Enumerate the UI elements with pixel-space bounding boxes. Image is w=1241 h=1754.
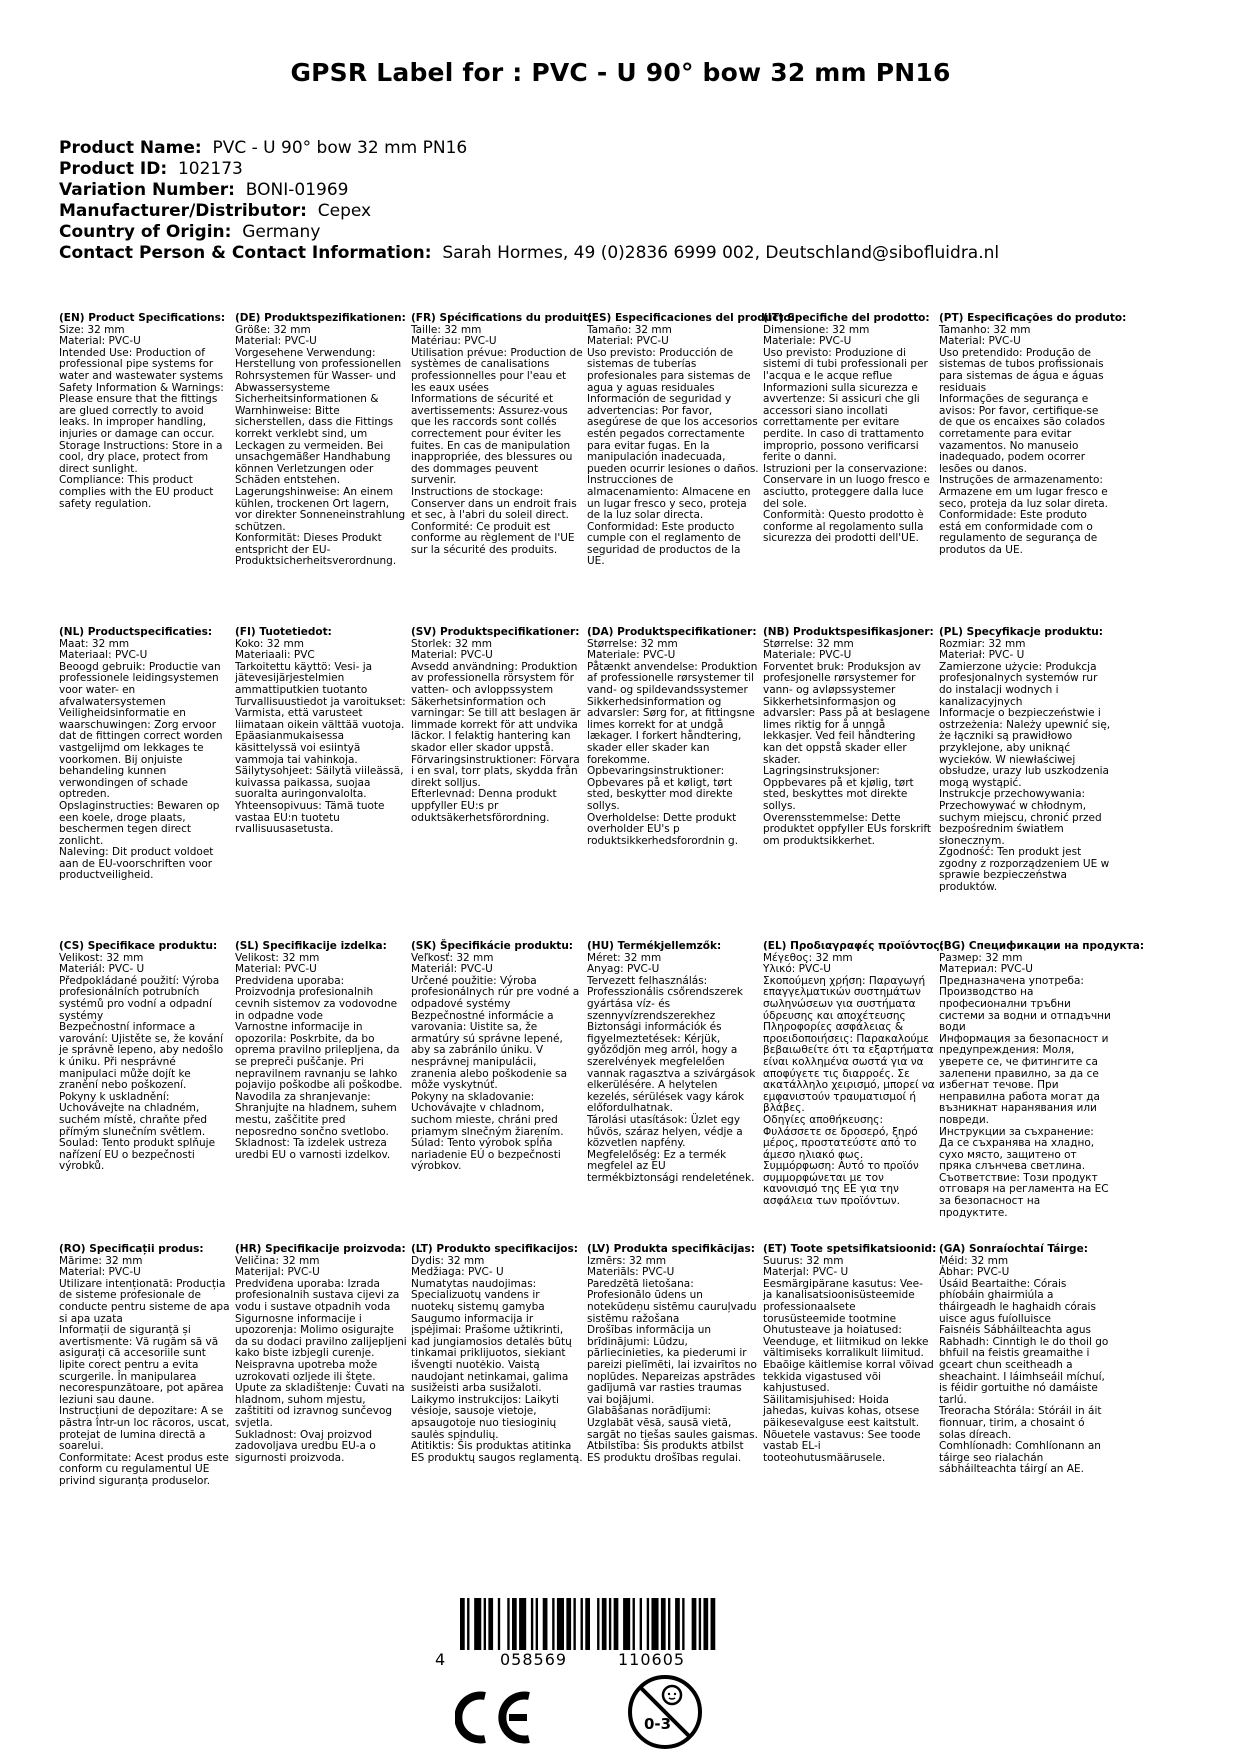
spec-paragraph: Lagerungshinweise: An einem kühlen, trockenen Ort lagern, vor direkter Sonneneinstrahlung schützen. — [235, 485, 406, 533]
spec-line: Material: PVC-U — [59, 1266, 141, 1279]
spec-paragraph: Compliance: This product complies with the EU product safety regulation. — [59, 474, 214, 510]
spec-paragraph: Sukladnost: Ovaj proizvod zadovoljava uredbu EU-a o sigurnosti proizvoda. — [235, 1428, 376, 1464]
spec-line: Størrelse: 32 mm — [763, 637, 854, 650]
spec-paragraph: Πληροφορίες ασφάλειας & προειδοποιήσεις: Παρακαλούμε βεβαιωθείτε ότι τα εξαρτήματα είναι κολλημένα σωστά για να αποφύγετε τις διαρροές. Σε ακατάλληλο χειρισμό, μπορεί να εμφανιστούν τραυματισμοί ή βλάβες. — [763, 1021, 935, 1115]
spec-block — [59, 1244, 231, 1487]
barcode-bar — [474, 1598, 481, 1650]
spec-block — [235, 1244, 407, 1464]
spec-paragraph: Conformidade: Este produto está em conformidade com o regulamento de segurança de produtos da UE. — [939, 509, 1098, 556]
spec-paragraph: Upute za skladištenje: Čuvati na hladnom, suhom mjestu, zaštititi od izravnog sunčevog svjetla. — [235, 1382, 405, 1429]
info-value: Cepex — [317, 201, 372, 221]
barcode-bar — [597, 1598, 599, 1650]
spec-block — [587, 941, 759, 1184]
spec-paragraph: Tárolási utasítások: Üzlet egy hűvös, száraz helyen, védje a közvetlen napfény. — [587, 1113, 743, 1150]
spec-paragraph: Istruzioni per la conservazione: Conservare in un luogo fresco e asciutto, proteggere dalla luce del sole. — [763, 462, 930, 510]
spec-block — [59, 627, 231, 882]
barcode-digit-group-2: 110605 — [618, 1650, 686, 1669]
spec-line: Medžiaga: PVC- U — [411, 1266, 504, 1279]
spec-heading: (EN) Product Specifications: — [59, 312, 226, 324]
spec-paragraph: Biztonsági információk és figyelmeztetések: Kérjük, győződjön meg arról, hogy a szerelvények megfelelően vannak ragasztva a szivárgások elkerülésére. A helytelen kezelés, sérülések vagy károk előfordulhatnak. — [587, 1021, 756, 1115]
spec-paragraph: Conformidad: Este producto cumple con el reglamento de seguridad de productos de la UE. — [587, 520, 741, 568]
spec-paragraph: Uso previsto: Producción de sistemas de tuberías profesionales para sistemas de agua y aguas residuales — [587, 346, 751, 394]
spec-paragraph: Instrukcje przechowywania: Przechowywać w chłodnym, suchym miejscu, chronić przed bezpośrednim światłem słonecznym. — [939, 788, 1102, 847]
spec-paragraph: Информация за безопасност и предупреждения: Моля, уверете се, че фитингите са залепени правилно, за да се избегнат течове. При неправилна работа могат да възникнат наранявания или повреди. — [939, 1032, 1109, 1126]
spec-paragraph: Naleving: Dit product voldoet aan de EU-voorschriften voor productveiligheid. — [59, 846, 214, 882]
spec-paragraph: Drošības informācija un brīdinājumi: Lūdzu, pārliecinieties, ka piederumi ir pareizi pielīmēti, lai izvairītos no noplūdes. Nepareizas apstrādes gadījumā var rasties traumas vai bojājumi. — [587, 1324, 757, 1406]
barcode-bar — [585, 1598, 590, 1650]
spec-block — [763, 313, 935, 545]
info-value: PVC - U 90° bow 32 mm PN16 — [212, 138, 468, 158]
spec-heading: (PL) Specyfikacje produktu: — [939, 626, 1103, 638]
barcode-bar — [661, 1598, 666, 1650]
spec-paragraph: Beoogd gebruik: Productie van professionele leidingsystemen voor water- en afvalwatersystemen — [59, 660, 221, 708]
spec-paragraph: Instrucciones de almacenamiento: Almacene en un lugar fresco y seco, proteja de la luz solar directa. — [587, 474, 751, 522]
spec-line: Material: PVC-U — [235, 335, 317, 348]
spec-paragraph: Información de seguridad y advertencias: Por favor, asegúrese de que los accesorios estén pegados correctamente para evitar fugas. En la manipulación inadecuada, pueden ocurrir lesiones o daños. — [587, 393, 759, 475]
spec-line: Размер: 32 mm — [939, 951, 1023, 964]
spec-line: Материал: PVC-U — [939, 963, 1033, 976]
spec-line: Tamaño: 32 mm — [587, 323, 672, 336]
barcode-bar — [602, 1598, 607, 1650]
spec-paragraph: Overholdelse: Dette produkt overholder EU's p roduktsikkerhedsforordnin g. — [587, 811, 739, 847]
spec-paragraph: Intended Use: Production of professional pipe systems for water and wastewater systems — [59, 346, 224, 382]
spec-block — [587, 312, 795, 568]
spec-paragraph: Conformità: Questo prodotto è conforme al regolamento sulla sicurezza dei prodotti dell'UE. — [763, 509, 924, 545]
spec-heading: (CS) Specifikace produktu: — [59, 940, 218, 952]
spec-line: Matériau: PVC-U — [411, 335, 497, 348]
spec-paragraph: Yhteensopivuus: Tämä tuote vastaa EU:n tuotetu rvallisuusasetusta. — [235, 799, 385, 836]
spec-block — [939, 1244, 1111, 1476]
spec-paragraph: Conformité: Ce produit est conforme au règlement de l'UE sur la sécurité des produits. — [411, 520, 575, 556]
spec-paragraph: Bezpečnostné informácie a varovania: Uistite sa, že armatúry sú správne lepené, aby sa zabránilo úniku. V nesprávnej manipulácii, zranenia alebo poškodenie sa môže vyskytnúť. — [411, 1009, 568, 1092]
spec-line: Dydis: 32 mm — [411, 1254, 485, 1267]
spec-paragraph: Conformitate: Acest produs este conform cu regulamentul UE privind siguranța produselor. — [59, 1451, 229, 1487]
spec-paragraph: Úsáid Beartaithe: Córais phíobáin ghairmiúla a tháirgeadh le haghaidh córais uisce agus fuíolluisce — [939, 1277, 1096, 1325]
barcode-bar — [703, 1598, 708, 1650]
spec-line: Größe: 32 mm — [235, 323, 311, 336]
info-country-of-origin — [59, 222, 1189, 243]
spec-line: Suurus: 32 mm — [763, 1254, 844, 1267]
spec-paragraph: Instruções de armazenamento: Armazene em um lugar fresco e seco, proteja da luz solar direta. — [939, 474, 1109, 510]
barcode-bar — [651, 1598, 658, 1650]
spec-paragraph: Uso previsto: Produzione di sistemi di tubi professionali per l'acqua e le acque reflue — [763, 346, 928, 382]
barcode-digit-prefix: 4 — [435, 1650, 446, 1669]
spec-paragraph: Safety Information & Warnings: Please ensure that the fittings are glued correctly to avoid leaks. In improper handling, injuries or damage can occur. — [59, 381, 224, 440]
spec-paragraph: Storage Instructions: Store in a cool, dry place, protect from direct sunlight. — [59, 439, 223, 475]
info-label: Manufacturer/Distributor: — [59, 201, 307, 221]
barcode-bar — [557, 1598, 564, 1650]
spec-paragraph: Οδηγίες αποθήκευσης: Φυλάσσετε σε δροσερό, ξηρό μέρος, προστατεύστε από το άμεσο ηλιακό φως. — [763, 1113, 918, 1161]
spec-paragraph: Ohutusteave ja hoiatused: Veenduge, et liitmikud on lekke vältimiseks korralikult liimitud. Ebaõige käitlemise korral võivad tekkida vigastused või kahjustused. — [763, 1324, 934, 1395]
spec-line: Material: PVC-U — [235, 963, 317, 976]
spec-paragraph: Paredzētā lietošana: Profesionālo ūdens un notekūdeņu sistēmu cauruļvadu sistēmu ražošana — [587, 1277, 757, 1325]
spec-paragraph: Uso pretendido: Produção de sistemas de tubos profissionais para sistemas de água e águas residuais — [939, 346, 1104, 394]
spec-paragraph: Предназначена употреба: Производство на професионални тръбни системи за водни и отпадъчни води — [939, 974, 1111, 1034]
spec-heading: (LV) Produkta specifikācijas: — [587, 1243, 755, 1255]
barcode-bar — [692, 1598, 697, 1650]
barcode-bar — [467, 1598, 469, 1650]
spec-paragraph: Předpokládané použití: Výroba profesionálních potrubních systémů pro vodní a odpadní systémy — [59, 974, 220, 1022]
spec-paragraph: Numatytas naudojimas: Specializuotų vandens ir nuotekų sistemų gamyba — [411, 1277, 545, 1313]
spec-block — [587, 1244, 759, 1464]
spec-paragraph: Glabāšanas norādījumi: Uzglabāt vēsā, sausā vietā, sargāt no tiešas saules gaismas. — [587, 1405, 758, 1441]
info-contact — [59, 243, 1189, 264]
spec-paragraph: Určené použitie: Výroba profesionálnych rúr pre vodné a odpadové systémy — [411, 974, 580, 1010]
spec-heading: (GA) Sonraíochtaí Táirge: — [939, 1243, 1088, 1255]
spec-line: Taille: 32 mm — [411, 323, 482, 336]
spec-block — [411, 941, 583, 1173]
spec-heading: (SV) Produktspecifikationer: — [411, 626, 580, 638]
spec-paragraph: Avsedd användning: Produktion av professionella rörsystem för vatten- och avloppssystem — [411, 660, 578, 696]
spec-paragraph: Pokyny k uskladnění: Uchovávejte na chladném, suchém místě, chraňte před přímým slunečním světlem. — [59, 1090, 208, 1138]
spec-paragraph: Comhlíonadh: Comhlíonann an táirge seo rialachán sábháilteachta táirgí an AE. — [939, 1440, 1101, 1476]
barcode-bar — [507, 1598, 509, 1650]
spec-paragraph: Sikkerhetsinformasjon og advarsler: Pass på at beslagene limes riktig for å unngå lekkasjer. Ved feil håndtering kan det oppstå skader eller skader. — [763, 695, 931, 766]
barcode-bar — [581, 1598, 583, 1650]
spec-paragraph: Инструкции за съхранение: Да се съхранява на хладно, сухо място, защитено от пряка слънчева светлина. — [939, 1125, 1095, 1173]
info-label: Contact Person & Contact Information: — [59, 243, 432, 263]
spec-paragraph: Påtænkt anvendelse: Produktion af professionelle rørsystemer til vand- og spildevandssystemer — [587, 660, 758, 696]
spec-line: Méret: 32 mm — [587, 951, 662, 964]
spec-paragraph: Säilitamisjuhised: Hoida jahedas, kuivas kohas, otsese päikesevalguse eest kaitstult. — [763, 1393, 920, 1429]
spec-paragraph: Veiligheidsinformatie en waarschuwingen: Zorg ervoor dat de fittingen correct worden vastgelijmd om lekkages te voorkomen. Bij onjuiste behandeling kunnen verwondingen of schade optreden. — [59, 707, 223, 801]
spec-paragraph: Opslaginstructies: Bewaren op een koele, droge plaats, beschermen tegen direct zonlicht. — [59, 799, 220, 847]
spec-line: Materiaal: PVC-U — [59, 649, 148, 662]
spec-line: Izmērs: 32 mm — [587, 1254, 667, 1267]
spec-paragraph: Informações de segurança e avisos: Por favor, certifique-se de que os encaixes são colados corretamente para evitar vazamentos. No manuseio inadequado, podem ocorrer lesões ou danos. — [939, 393, 1105, 475]
spec-paragraph: Skladnost: Ta izdelek ustreza uredbi EU o varnosti izdelkov. — [235, 1137, 391, 1161]
spec-paragraph: Sigurnosne informacije i upozorenja: Molimo osigurajte da su dodaci pravilno zalijepljeni kako biste izbjegli curenje. Neispravna upotreba može uzrokovati ozljede ili štete. — [235, 1312, 407, 1383]
barcode-bar — [573, 1598, 575, 1650]
spec-paragraph: Zamierzone użycie: Produkcja profesjonalnych systemów rur do instalacji wodnych i kanalizacyjnych — [939, 660, 1098, 708]
spec-line: Materiale: PVC-U — [763, 649, 852, 662]
barcode-bar — [488, 1598, 493, 1650]
barcode-digit-group-1: 058569 — [500, 1650, 568, 1669]
info-manufacturer — [59, 201, 1189, 222]
spec-line: Materiale: PVC-U — [763, 335, 852, 348]
barcode-digits — [435, 1650, 735, 1672]
spec-line: Veľkosť: 32 mm — [411, 951, 494, 964]
barcode-bar — [566, 1598, 571, 1650]
spec-paragraph: Lagringsinstruksjoner: Oppbevares på et kjølig, tørt sted, beskyttes mot direkte sollys. — [763, 765, 914, 812]
barcode-bar — [498, 1598, 500, 1650]
spec-paragraph: Bezpečnostní informace a varování: Ujistěte se, že kování je správně lepeno, aby nedošlo k úniku. Při nesprávné manipulaci může dojít ke zranění nebo poškození. — [59, 1021, 224, 1092]
spec-paragraph: Megfelelőség: Ez a termék megfelel az EU termékbiztonsági rendeletének. — [587, 1148, 755, 1184]
spec-line: Tamanho: 32 mm — [939, 323, 1031, 336]
spec-paragraph: Informazioni sulla sicurezza e avvertenze: Si assicuri che gli accessori siano incollati correttamente per evitare perdite. In caso di trattamento improprio, possono verificarsi ferite o danni. — [763, 381, 924, 464]
spec-paragraph: Opbevaringsinstruktioner: Opbevares på et køligt, tørt sted, beskytter mod direkte sollys. — [587, 765, 733, 812]
spec-heading: (SL) Specifikacije izdelka: — [235, 940, 387, 952]
spec-paragraph: Informations de sécurité et avertissements: Assurez-vous que les raccords sont collés correctement pour éviter les fuites. En cas de manipulation inappropriée, des blessures ou des dommages peuvent survenir. — [411, 393, 573, 487]
spec-paragraph: Konformität: Dieses Produkt entspricht der EU-Produktsicherheitsverordnung. — [235, 532, 397, 568]
spec-block — [411, 627, 583, 824]
spec-line: Materiał: PVC- U — [939, 649, 1025, 662]
spec-block — [763, 627, 935, 847]
info-value: Germany — [242, 222, 321, 242]
barcode-bar — [536, 1598, 538, 1650]
spec-paragraph: Forventet bruk: Produksjon av profesjonelle rørsystemer for vann- og avløpssystemer — [763, 660, 921, 696]
spec-heading: (RO) Specificații produs: — [59, 1243, 204, 1255]
spec-block — [59, 313, 231, 510]
spec-paragraph: Tarkoitettu käyttö: Vesi- ja jätevesijärjestelmien ammattiputkien tuotanto — [235, 660, 373, 696]
spec-line: Velikost: 32 mm — [59, 951, 144, 964]
info-label: Variation Number: — [59, 180, 235, 200]
spec-heading: (HU) Termékjellemzők: — [587, 940, 722, 952]
spec-line: Rozmiar: 32 mm — [939, 637, 1026, 650]
info-value: 102173 — [177, 159, 243, 179]
spec-heading: (NL) Productspecificaties: — [59, 626, 213, 638]
spec-line: Υλικό: PVC-U — [763, 963, 831, 976]
spec-line: Ábhar: PVC-U — [939, 1266, 1010, 1279]
spec-paragraph: Vorgesehene Verwendung: Herstellung von professionellen Rohrsystemen für Wasser- und Abwassersysteme — [235, 346, 402, 394]
spec-line: Storlek: 32 mm — [411, 637, 493, 650]
spec-paragraph: Efterlevnad: Denna produkt uppfyller EU:s pr oduktsäkerhetsförordning. — [411, 788, 557, 824]
spec-paragraph: Predviđena uporaba: Izrada profesionalnih sustava cijevi za vodu i sustave otpadnih voda — [235, 1277, 400, 1313]
barcode-bar — [682, 1598, 684, 1650]
age-warning-label: 0-3 — [644, 1715, 672, 1733]
spec-paragraph: Nõuetele vastavus: See toode vastab EL-i tooteohutusmäärusele. — [763, 1428, 921, 1464]
barcode-bar — [614, 1598, 619, 1650]
info-product-name — [59, 138, 1189, 159]
spec-line: Mărime: 32 mm — [59, 1254, 143, 1267]
spec-block — [411, 312, 593, 556]
spec-paragraph: Förvaringsinstruktioner: Förvara i en sval, torr plats, skydda från direkt solljus. — [411, 753, 580, 789]
spec-line: Anyag: PVC-U — [587, 963, 660, 976]
spec-paragraph: Σκοπούμενη χρήση: Παραγωγή επαγγελματικών συστημάτων σωληνώσεων για συστήματα ύδρευσης και αποχέτευσης — [763, 974, 926, 1022]
spec-row — [59, 627, 1239, 941]
spec-line: Materiál: PVC-U — [411, 963, 493, 976]
barcode-bar — [668, 1598, 670, 1650]
spec-block — [939, 627, 1111, 894]
spec-line: Dimensione: 32 mm — [763, 323, 870, 336]
spec-grid — [59, 313, 1239, 1558]
spec-paragraph: Instrucțiuni de depozitare: A se păstra într-un loc răcoros, uscat, protejat de lumina directă a soarelui. — [59, 1405, 230, 1453]
spec-heading: (IT) Specifiche del prodotto: — [763, 312, 930, 324]
spec-heading: (ES) Especificaciones del producto: — [587, 312, 795, 324]
barcode-bar — [552, 1598, 554, 1650]
spec-heading: (PT) Especificações do produto: — [939, 312, 1127, 324]
spec-line: Size: 32 mm — [59, 323, 125, 336]
info-label: Product Name: — [59, 138, 202, 158]
spec-heading: (SK) Špecifikácie produktu: — [411, 940, 574, 952]
spec-paragraph: Soulad: Tento produkt splňuje nařízení EU o bezpečnosti výrobků. — [59, 1137, 216, 1173]
barcode-bar — [484, 1598, 486, 1650]
spec-line: Materijal: PVC-U — [235, 1266, 320, 1279]
spec-paragraph: Säkerhetsinformation och varningar: Se till att beslagen är limmade korrekt för att undvika läckor. I felaktig hantering kan skador eller skador uppstå. — [411, 695, 581, 754]
spec-paragraph: Sicherheitsinformationen & Warnhinweise: Bitte sicherstellen, dass die Fittings korrekt verklebt sind, um Leckagen zu vermeiden. Bei unsachgemäßer Handhabung können Verletzungen oder Schäden entstehen. — [235, 393, 394, 487]
spec-heading: (ET) Toote spetsifikatsioonid: — [763, 1243, 937, 1255]
barcode-bar — [460, 1598, 465, 1650]
spec-paragraph: Faisnéis Sábháilteachta agus Rabhadh: Cinntigh le do thoil go bhfuil na feistis greamaithe i gceart chun sceitheadh a sheachaint. I láimhseáil míchuí, is féidir gortuithe nó damáiste tarlú. — [939, 1324, 1109, 1406]
spec-line: Koko: 32 mm — [235, 637, 304, 650]
spec-line: Størrelse: 32 mm — [587, 637, 678, 650]
spec-paragraph: Zgodność: Ten produkt jest zgodny z rozporządzeniem UE w sprawie bezpieczeństwa produktów. — [939, 846, 1110, 894]
spec-row — [59, 1244, 1239, 1558]
spec-line: Μέγεθος: 32 mm — [763, 951, 853, 964]
spec-line: Veličina: 32 mm — [235, 1254, 320, 1267]
spec-block — [763, 940, 944, 1208]
info-product-id — [59, 159, 1189, 180]
spec-heading: (LT) Produkto specifikacijos: — [411, 1243, 578, 1255]
spec-paragraph: Súlad: Tento výrobok spĺňa nariadenie EÚ o bezpečnosti výrobkov. — [411, 1137, 561, 1173]
barcode-bar — [531, 1598, 533, 1650]
spec-line: Materjal: PVC- U — [763, 1266, 849, 1279]
barcode-bar — [647, 1598, 649, 1650]
spec-heading: (NB) Produktspesifikasjoner: — [763, 626, 934, 638]
spec-paragraph: Turvallisuustiedot ja varoitukset: Varmista, että varusteet liimataan oikein välttää vuotoja. Epäasianmukaisessa käsittelyssä voi esiintyä vammoja tai vahinkoja. — [235, 695, 406, 766]
spec-heading: (FI) Tuotetiedot: — [235, 626, 332, 638]
spec-paragraph: Съответствие: Този продукт отговаря на регламента на ЕС за безопасност на продуктите. — [939, 1171, 1109, 1219]
spec-paragraph: Eesmärgipärane kasutus: Vee- ja kanalisatsioonisüsteemide professionaalsete torusüsteemide tootmine — [763, 1277, 923, 1325]
info-value: BONI-01969 — [245, 180, 349, 200]
barcode-bar — [609, 1598, 611, 1650]
spec-line: Materiāls: PVC-U — [587, 1266, 675, 1279]
spec-block — [235, 941, 407, 1161]
spec-heading: (DE) Produktspezifikationen: — [235, 312, 406, 324]
spec-paragraph: Utilisation prévue: Production de systèmes de canalisations professionnelles pour l'eau et les eaux usées — [411, 346, 583, 394]
spec-paragraph: Utilizare intenționată: Producția de sisteme profesionale de conducte pentru sisteme de apa si apa uzata — [59, 1277, 230, 1325]
spec-line: Velikost: 32 mm — [235, 951, 320, 964]
barcode-bar — [519, 1598, 526, 1650]
product-info — [59, 138, 1189, 264]
spec-paragraph: Säilytysohjeet: Säilytä viileässä, kuivassa paikassa, suojaa suoralta auringonvalolta. — [235, 765, 404, 801]
spec-block — [939, 312, 1127, 556]
spec-paragraph: Συμμόρφωση: Αυτό το προϊόν συμμορφώνεται με τον κανονισμό της ΕΕ για την ασφάλεια των προϊόντων. — [763, 1160, 919, 1208]
spec-paragraph: Treoracha Stórála: Stóráil in áit fionnuar, tirim, a chosaint ó solas díreach. — [939, 1405, 1102, 1441]
ce-mark-text: CE — [455, 1690, 457, 1691]
barcode-bar — [512, 1598, 517, 1650]
spec-line: Maat: 32 mm — [59, 637, 130, 650]
age-warning-icon — [625, 1672, 705, 1752]
spec-paragraph: Overensstemmelse: Dette produktet oppfyller EUs forskrift om produktsikkerhet. — [763, 811, 932, 847]
spec-line: Méid: 32 mm — [939, 1254, 1009, 1267]
spec-block — [939, 940, 1145, 1219]
spec-block — [59, 941, 231, 1173]
spec-heading: (FR) Spécifications du produit: — [411, 312, 593, 324]
info-variation-number — [59, 180, 1189, 201]
spec-heading: (DA) Produktspecifikationer: — [587, 626, 757, 638]
spec-line: Materiaali: PVC — [235, 649, 315, 662]
spec-paragraph: Informații de siguranță și avertismente: Vă rugăm să vă asigurați că accesoriile sunt lipite corect pentru a evita scurgerile. În manipularea necorespunzătoare, pot apărea leziuni sau daune. — [59, 1324, 224, 1406]
spec-paragraph: Saugumo informacija ir įspėjimai: Prašome užtikrinti, kad jungiamosios detalės būtų tinkamai priklijuotos, siekiant išvengti nuotėkio. Vaistą naudojant netinkamai, galima susižeisti arba susižaloti. — [411, 1312, 572, 1395]
spec-paragraph: Atbilstība: Šis produkts atbilst ES produktu drošības regulai. — [587, 1440, 744, 1464]
spec-block — [235, 627, 407, 836]
spec-block — [411, 1244, 583, 1464]
spec-paragraph: Varnostne informacije in opozorila: Poskrbite, da bo oprema pravilno prilepljena, da se prepreči puščanje. Pri nepravilnem ravnanju se lahko pojavijo poškodbe ali poškodbe. — [235, 1021, 403, 1092]
barcode-bar — [543, 1598, 548, 1650]
spec-line: Material: PVC-U — [939, 335, 1021, 348]
barcode-bar — [711, 1598, 716, 1650]
spec-heading: (EL) Προδιαγραφές προϊόντος: — [763, 940, 944, 952]
spec-block — [587, 627, 759, 847]
barcode-bar — [640, 1598, 642, 1650]
barcode-bar — [633, 1598, 635, 1650]
info-label: Country of Origin: — [59, 222, 232, 242]
spec-paragraph: Laikymo instrukcijos: Laikyti vėsioje, sausoje vietoje, apsaugotoje nuo tiesioginių saulės spindulių. — [411, 1393, 559, 1441]
spec-paragraph: Pokyny na skladovanie: Uchovávajte v chladnom, suchom mieste, chráni pred priamym slnečným žiarením. — [411, 1090, 564, 1138]
spec-row — [59, 941, 1239, 1244]
spec-line: Material: PVC-U — [411, 649, 493, 662]
spec-line: Material: PVC-U — [587, 335, 669, 348]
spec-line: Material: PVC-U — [59, 335, 141, 348]
spec-heading: (HR) Specifikacije proizvoda: — [235, 1243, 406, 1255]
spec-paragraph: Informacje o bezpieczeństwie i ostrzeżenia: Należy upewnić się, że łączniki są prawidłowo przyklejone, aby uniknąć wycieków. W niewłaściwej obsłudze, urazy lub uszkodzenia mogą wystąpić. — [939, 707, 1111, 789]
spec-line: Materiál: PVC- U — [59, 963, 145, 976]
spec-block — [763, 1244, 935, 1464]
barcode-bar — [699, 1598, 701, 1650]
barcode-bar — [675, 1598, 680, 1650]
spec-line: Materiale: PVC-U — [587, 649, 676, 662]
spec-paragraph: Predvidena uporaba: Proizvodnja profesionalnih cevnih sistemov za vodovodne in odpadne vode — [235, 974, 398, 1022]
barcode-bar — [623, 1598, 630, 1650]
spec-paragraph: Tervezett felhasználás: Professzionális csőrendszerek gyártása víz- és szennyvízrendszerekhez — [587, 974, 743, 1022]
spec-block — [235, 313, 407, 568]
spec-row — [59, 313, 1239, 627]
ce-mark-icon — [455, 1690, 535, 1745]
spec-paragraph: Instructions de stockage: Conserver dans un endroit frais et sec, à l'abri du soleil direct. — [411, 485, 577, 522]
spec-heading: (BG) Спецификации на продукта: — [939, 940, 1145, 952]
spec-paragraph: Atitiktis: Šis produktas atitinka ES produktų saugos reglamentą. — [411, 1440, 583, 1464]
spec-paragraph: Sikkerhedsinformation og advarsler: Sørg for, at fittingsne limes korrekt for at undgå lækager. I forkert håndtering, skader eller skader kan forekomme. — [587, 695, 755, 766]
info-value: Sarah Hormes, 49 (0)2836 6999 002, Deutschland@sibofluidra.nl — [442, 243, 1000, 263]
spec-paragraph: Navodila za shranjevanje: Shranjujte na hladnem, suhem mestu, zaščitite pred neposredno sončno svetlobo. — [235, 1090, 397, 1138]
page-title: GPSR Label for : PVC - U 90° bow 32 mm PN16 — [290, 58, 951, 87]
info-label: Product ID: — [59, 159, 168, 179]
